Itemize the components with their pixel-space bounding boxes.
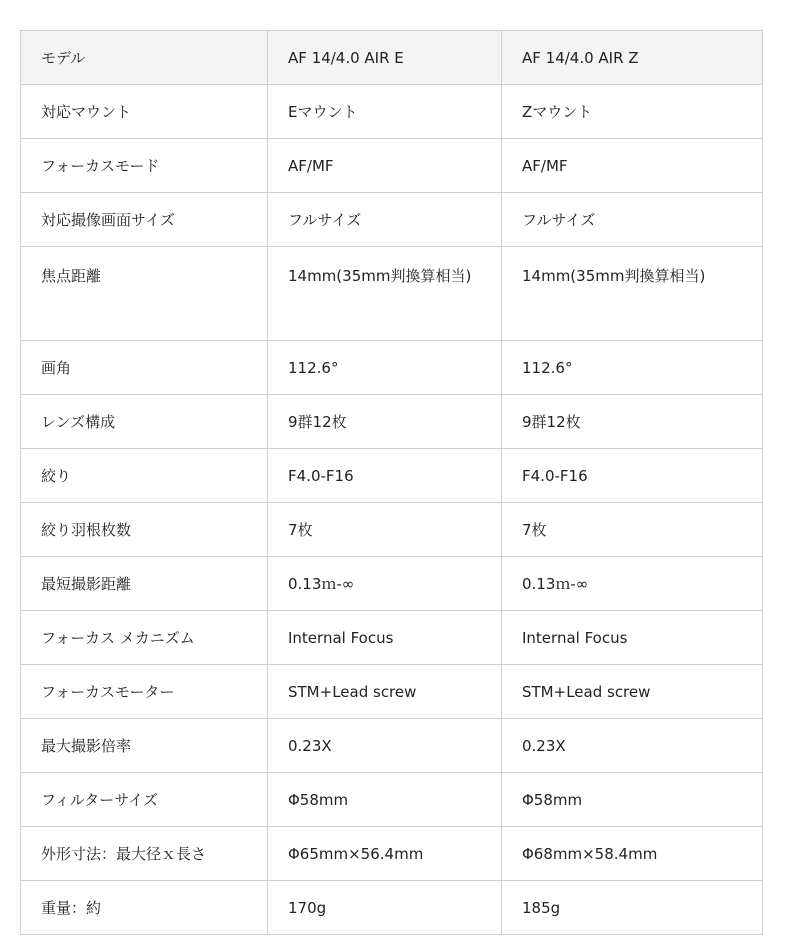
table-row: [21, 139, 763, 193]
table-row: [21, 247, 763, 341]
row-label: フォーカス メカニズム: [21, 611, 268, 665]
lens-spec-table: [20, 30, 763, 935]
row-value-e: 14mm(35mm判換算相当): [268, 247, 502, 341]
row-label: 重量：約: [21, 881, 268, 935]
row-label: フォーカスモーター: [21, 665, 268, 719]
table-row: [21, 665, 763, 719]
table-row: [21, 449, 763, 503]
row-value-z: 14mm(35mm判換算相当): [502, 247, 763, 341]
row-label: フィルターサイズ: [21, 773, 268, 827]
row-value-e: Φ58mm: [268, 773, 502, 827]
table-row: [21, 395, 763, 449]
row-value-z: 0.13ｍ-∞: [502, 557, 763, 611]
table-row: [21, 719, 763, 773]
row-value-z: 112.6°: [502, 341, 763, 395]
row-value-z: STM+Lead screw: [502, 665, 763, 719]
row-value-e: Φ65mm×56.4mm: [268, 827, 502, 881]
table-header-row: [21, 31, 763, 85]
model-label-cell: モデル: [21, 31, 268, 85]
table-row: [21, 341, 763, 395]
row-label: 対応マウント: [21, 85, 268, 139]
row-value-e: 0.13ｍ-∞: [268, 557, 502, 611]
row-label: 外形寸法：最大径ｘ長さ: [21, 827, 268, 881]
row-value-e: AF/MF: [268, 139, 502, 193]
row-value-e: Internal Focus: [268, 611, 502, 665]
table-row: [21, 85, 763, 139]
row-value-e: 170g: [268, 881, 502, 935]
model-name-e: AF 14/4.0 AIR E: [268, 31, 502, 85]
row-value-z: Φ58mm: [502, 773, 763, 827]
table-row: [21, 503, 763, 557]
row-value-z: Internal Focus: [502, 611, 763, 665]
row-value-e: フルサイズ: [268, 193, 502, 247]
row-value-e: 112.6°: [268, 341, 502, 395]
row-label: レンズ構成: [21, 395, 268, 449]
row-value-z: AF/MF: [502, 139, 763, 193]
row-value-z: 9群12枚: [502, 395, 763, 449]
table-row: [21, 611, 763, 665]
row-value-z: 0.23X: [502, 719, 763, 773]
row-value-z: F4.0-F16: [502, 449, 763, 503]
row-value-e: STM+Lead screw: [268, 665, 502, 719]
row-label: 対応撮像画面サイズ: [21, 193, 268, 247]
table-row: [21, 827, 763, 881]
table-row: [21, 557, 763, 611]
model-name-z: AF 14/4.0 AIR Z: [502, 31, 763, 85]
row-label: 最大撮影倍率: [21, 719, 268, 773]
row-label: 焦点距離: [21, 247, 268, 341]
row-value-z: 7枚: [502, 503, 763, 557]
table-row: [21, 773, 763, 827]
row-value-e: 0.23X: [268, 719, 502, 773]
table-row: [21, 193, 763, 247]
row-label: フォーカスモード: [21, 139, 268, 193]
row-value-z: 185g: [502, 881, 763, 935]
row-label: 絞り羽根枚数: [21, 503, 268, 557]
row-label: 最短撮影距離: [21, 557, 268, 611]
row-value-z: Zマウント: [502, 85, 763, 139]
row-value-e: F4.0-F16: [268, 449, 502, 503]
row-value-e: 9群12枚: [268, 395, 502, 449]
row-value-z: Φ68mm×58.4mm: [502, 827, 763, 881]
row-value-z: フルサイズ: [502, 193, 763, 247]
row-label: 絞り: [21, 449, 268, 503]
row-value-e: 7枚: [268, 503, 502, 557]
table-row: [21, 881, 763, 935]
row-label: 画角: [21, 341, 268, 395]
row-value-e: Eマウント: [268, 85, 502, 139]
